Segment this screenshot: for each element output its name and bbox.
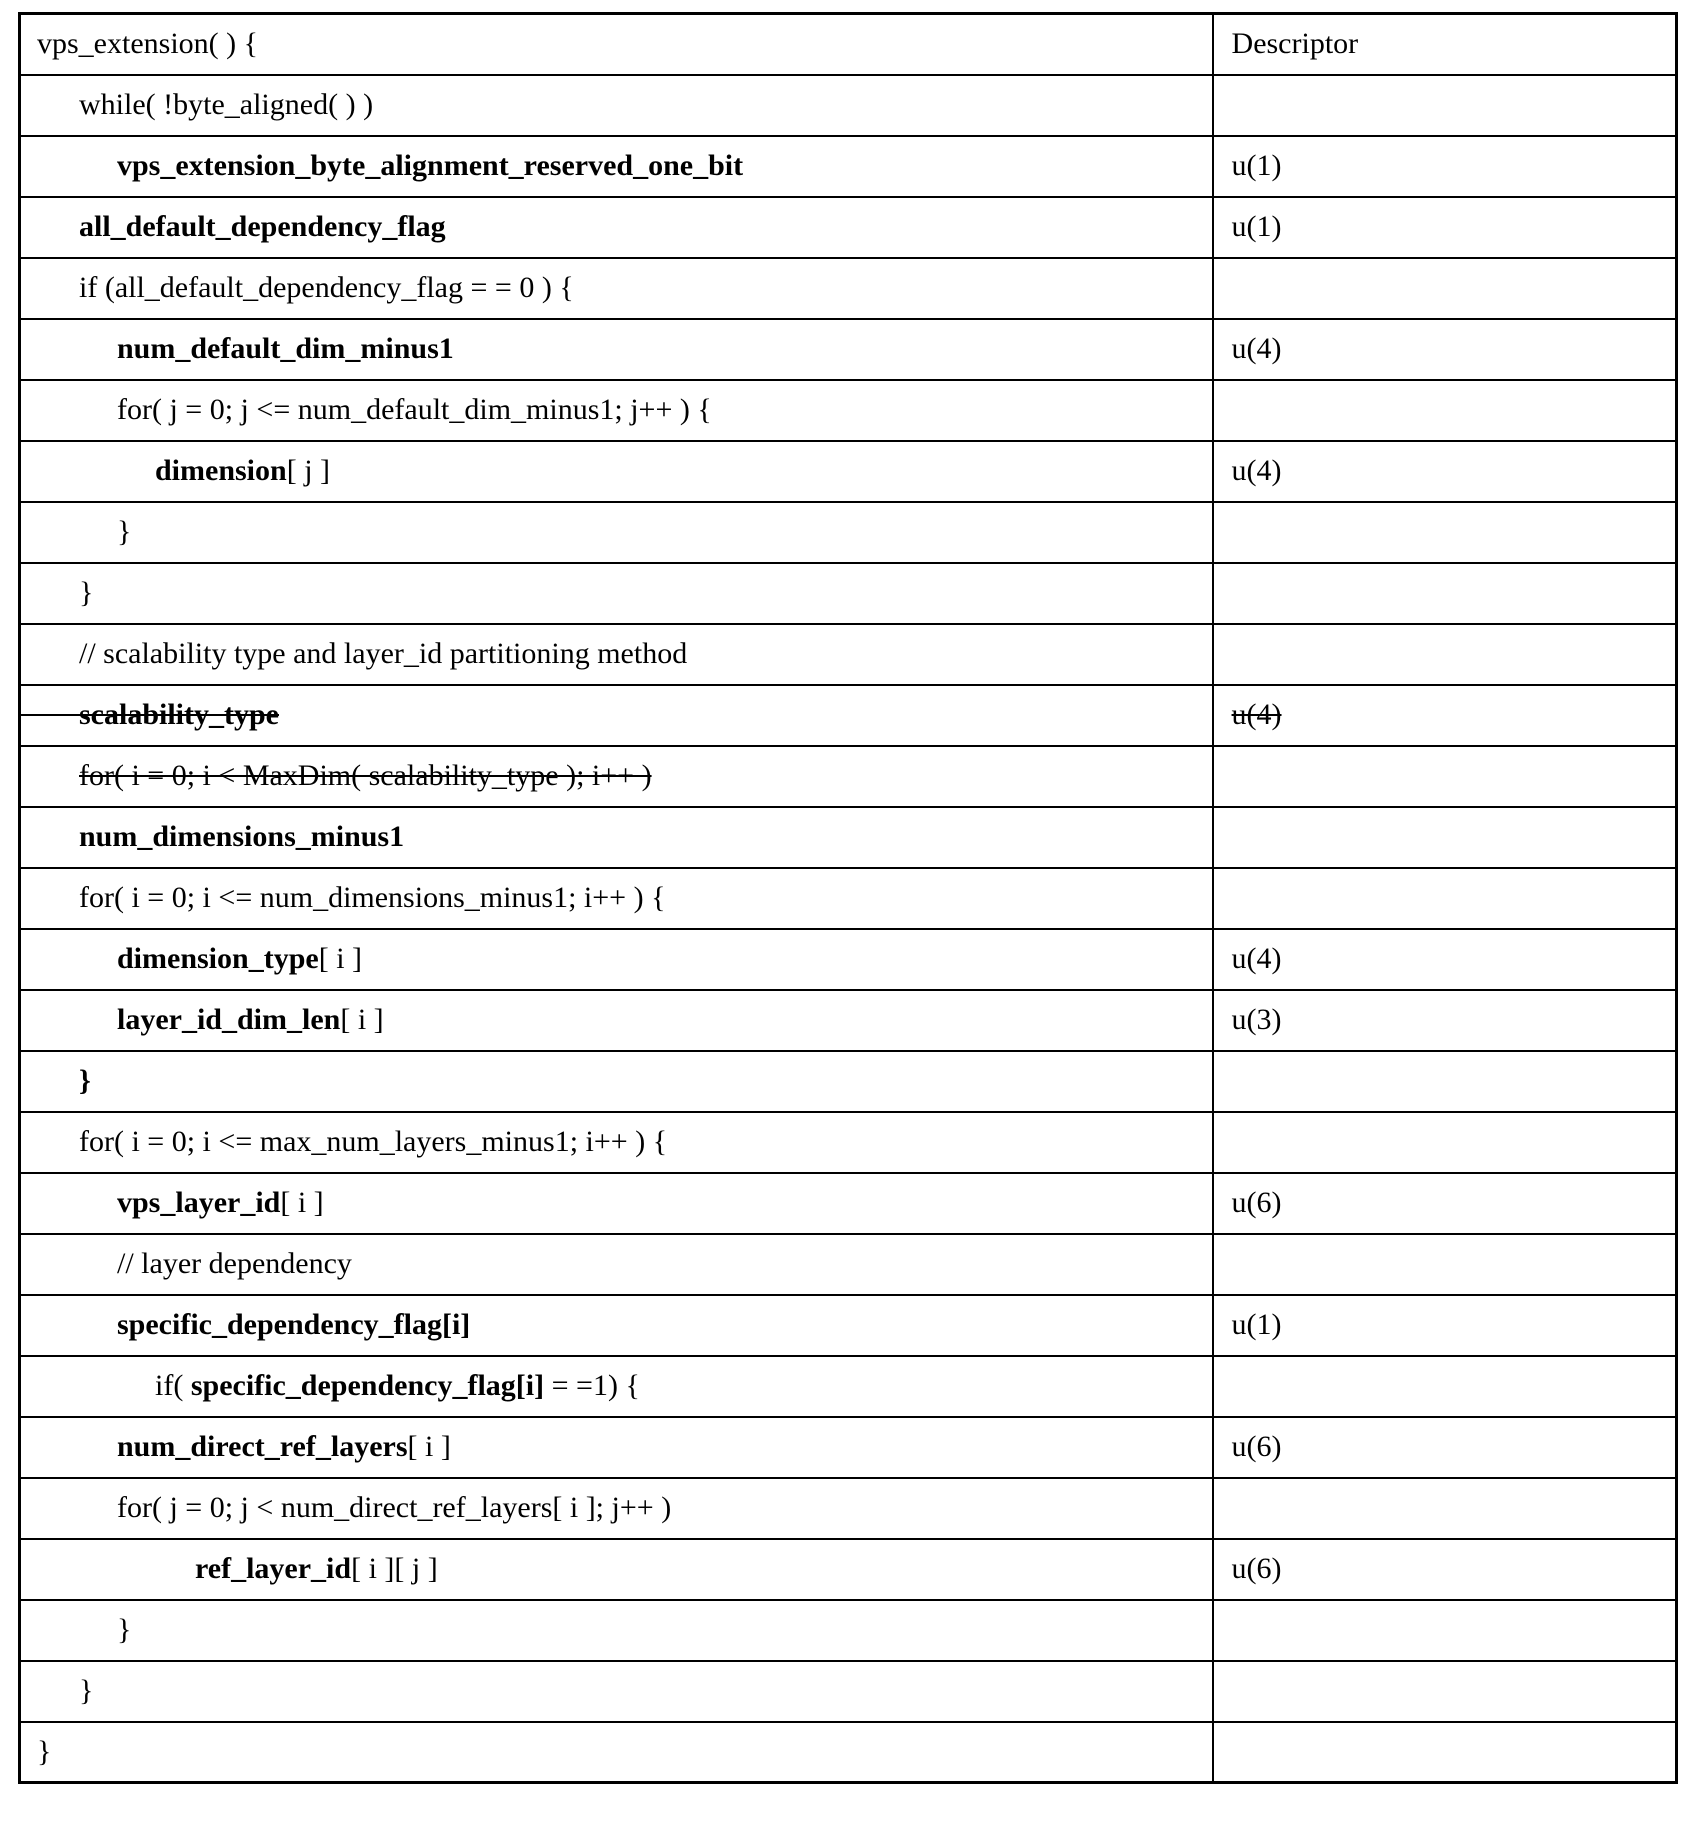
table-row bbox=[20, 1661, 1677, 1722]
syntax-cell bbox=[20, 1722, 1213, 1783]
table-row bbox=[20, 990, 1677, 1051]
syntax-element-name: num_default_dim_minus1 bbox=[117, 331, 454, 365]
syntax-cell bbox=[20, 1356, 1213, 1417]
descriptor-cell bbox=[1213, 1356, 1677, 1417]
syntax-cell bbox=[20, 197, 1213, 258]
syntax-text: [ i ] bbox=[280, 1185, 324, 1219]
syntax-cell bbox=[20, 807, 1213, 868]
syntax-text: [ j ] bbox=[286, 453, 331, 487]
table-row bbox=[20, 441, 1677, 502]
descriptor-cell: u(6) bbox=[1213, 1539, 1677, 1600]
syntax-element-name: num_dimensions_minus1 bbox=[79, 819, 405, 853]
syntax-cell bbox=[20, 1295, 1213, 1356]
syntax-element-name: num_direct_ref_layers bbox=[117, 1429, 408, 1463]
descriptor-header-cell: Descriptor bbox=[1213, 14, 1677, 75]
descriptor-cell: u(4) bbox=[1213, 685, 1677, 746]
table-header-row bbox=[20, 14, 1677, 75]
syntax-element-name: dimension_type bbox=[117, 941, 319, 975]
syntax-cell bbox=[20, 441, 1213, 502]
syntax-cell bbox=[20, 1600, 1213, 1661]
syntax-element-name: } bbox=[79, 1063, 91, 1097]
syntax-cell bbox=[20, 258, 1213, 319]
syntax-element-name: vps_layer_id bbox=[117, 1185, 281, 1219]
table-row bbox=[20, 929, 1677, 990]
descriptor-cell bbox=[1213, 1600, 1677, 1661]
descriptor-cell bbox=[1213, 1051, 1677, 1112]
syntax-cell bbox=[20, 75, 1213, 136]
syntax-text: // layer dependency bbox=[117, 1246, 352, 1280]
syntax-cell bbox=[20, 1478, 1213, 1539]
table-row bbox=[20, 624, 1677, 685]
syntax-cell bbox=[20, 929, 1213, 990]
syntax-element-name: all_default_dependency_flag bbox=[79, 209, 446, 243]
table-row bbox=[20, 1539, 1677, 1600]
syntax-text: [ i ] bbox=[340, 1002, 384, 1036]
table-row bbox=[20, 75, 1677, 136]
syntax-text: } bbox=[117, 514, 132, 548]
table-row bbox=[20, 1173, 1677, 1234]
syntax-element-name: vps_extension_byte_alignment_reserved_one_bit bbox=[117, 148, 744, 182]
descriptor-cell bbox=[1213, 1661, 1677, 1722]
table-row bbox=[20, 258, 1677, 319]
syntax-table-body bbox=[20, 75, 1677, 1783]
syntax-cell bbox=[20, 136, 1213, 197]
table-row bbox=[20, 1722, 1677, 1783]
syntax-text: for( j = 0; j <= num_default_dim_minus1; j++ ) { bbox=[117, 392, 712, 426]
descriptor-cell bbox=[1213, 746, 1677, 807]
syntax-text: = =1) { bbox=[544, 1368, 640, 1402]
syntax-text: [ i ] bbox=[318, 941, 363, 975]
syntax-cell bbox=[20, 1234, 1213, 1295]
descriptor-cell bbox=[1213, 1478, 1677, 1539]
descriptor-cell: u(6) bbox=[1213, 1417, 1677, 1478]
descriptor-cell bbox=[1213, 1234, 1677, 1295]
syntax-text: } bbox=[79, 1673, 94, 1707]
descriptor-cell bbox=[1213, 75, 1677, 136]
syntax-text: if( bbox=[155, 1368, 191, 1402]
syntax-text: // scalability type and layer_id partitioning method bbox=[79, 636, 688, 670]
table-row bbox=[20, 197, 1677, 258]
table-row bbox=[20, 1234, 1677, 1295]
descriptor-cell: u(3) bbox=[1213, 990, 1677, 1051]
syntax-text: if (all_default_dependency_flag = = 0 ) { bbox=[79, 270, 574, 304]
table-row bbox=[20, 1295, 1677, 1356]
syntax-cell bbox=[20, 319, 1213, 380]
table-row bbox=[20, 136, 1677, 197]
descriptor-cell bbox=[1213, 1112, 1677, 1173]
descriptor-cell bbox=[1213, 563, 1677, 624]
descriptor-cell bbox=[1213, 1722, 1677, 1783]
syntax-text: } bbox=[79, 575, 94, 609]
descriptor-cell bbox=[1213, 624, 1677, 685]
syntax-element-name: ref_layer_id bbox=[195, 1551, 352, 1585]
descriptor-cell bbox=[1213, 380, 1677, 441]
table-row bbox=[20, 1600, 1677, 1661]
syntax-cell bbox=[20, 1112, 1213, 1173]
descriptor-cell bbox=[1213, 807, 1677, 868]
syntax-cell bbox=[20, 990, 1213, 1051]
syntax-element-name: specific_dependency_flag[i] bbox=[190, 1368, 545, 1402]
syntax-cell bbox=[20, 685, 1213, 746]
table-row bbox=[20, 1417, 1677, 1478]
table-row bbox=[20, 868, 1677, 929]
syntax-cell bbox=[20, 868, 1213, 929]
syntax-element-name: specific_dependency_flag[i] bbox=[117, 1307, 471, 1341]
syntax-text: for( i = 0; i <= max_num_layers_minus1; i++ ) { bbox=[79, 1124, 668, 1158]
syntax-text: [ i ] bbox=[407, 1429, 451, 1463]
descriptor-cell: u(1) bbox=[1213, 136, 1677, 197]
table-row bbox=[20, 502, 1677, 563]
descriptor-cell: u(1) bbox=[1213, 197, 1677, 258]
table-row bbox=[20, 319, 1677, 380]
syntax-text: [ i ][ j ] bbox=[351, 1551, 438, 1585]
descriptor-cell: u(4) bbox=[1213, 319, 1677, 380]
syntax-element-name: dimension bbox=[155, 453, 287, 487]
table-row bbox=[20, 1051, 1677, 1112]
descriptor-cell bbox=[1213, 258, 1677, 319]
descriptor-cell: u(4) bbox=[1213, 441, 1677, 502]
syntax-cell bbox=[20, 1173, 1213, 1234]
table-row bbox=[20, 563, 1677, 624]
syntax-cell bbox=[20, 563, 1213, 624]
table-row bbox=[20, 807, 1677, 868]
vps-extension-syntax-table bbox=[18, 12, 1678, 1784]
syntax-header-cell: vps_extension( ) { bbox=[20, 14, 1213, 75]
syntax-text: while( !byte_aligned( ) ) bbox=[79, 87, 374, 121]
syntax-cell bbox=[20, 1539, 1213, 1600]
descriptor-cell: u(1) bbox=[1213, 1295, 1677, 1356]
descriptor-cell: u(4) bbox=[1213, 929, 1677, 990]
syntax-text: } bbox=[37, 1734, 52, 1768]
descriptor-cell bbox=[1213, 868, 1677, 929]
descriptor-cell bbox=[1213, 502, 1677, 563]
syntax-text: } bbox=[117, 1612, 132, 1646]
table-row bbox=[20, 685, 1677, 746]
syntax-cell bbox=[20, 624, 1213, 685]
table-row bbox=[20, 380, 1677, 441]
syntax-cell bbox=[20, 1661, 1213, 1722]
descriptor-cell: u(6) bbox=[1213, 1173, 1677, 1234]
syntax-element-name: layer_id_dim_len bbox=[117, 1002, 341, 1036]
table-row bbox=[20, 1478, 1677, 1539]
syntax-text: for( i = 0; i < MaxDim( scalability_type ); i++ ) bbox=[79, 758, 652, 792]
syntax-text: for( j = 0; j < num_direct_ref_layers[ i ]; j++ ) bbox=[117, 1490, 672, 1524]
table-row bbox=[20, 746, 1677, 807]
syntax-element-name: scalability_type bbox=[79, 697, 279, 731]
syntax-cell bbox=[20, 502, 1213, 563]
syntax-cell bbox=[20, 1051, 1213, 1112]
syntax-cell bbox=[20, 1417, 1213, 1478]
syntax-text: for( i = 0; i <= num_dimensions_minus1; i++ ) { bbox=[79, 880, 666, 914]
table-row bbox=[20, 1356, 1677, 1417]
syntax-cell bbox=[20, 746, 1213, 807]
table-row bbox=[20, 1112, 1677, 1173]
syntax-cell bbox=[20, 380, 1213, 441]
